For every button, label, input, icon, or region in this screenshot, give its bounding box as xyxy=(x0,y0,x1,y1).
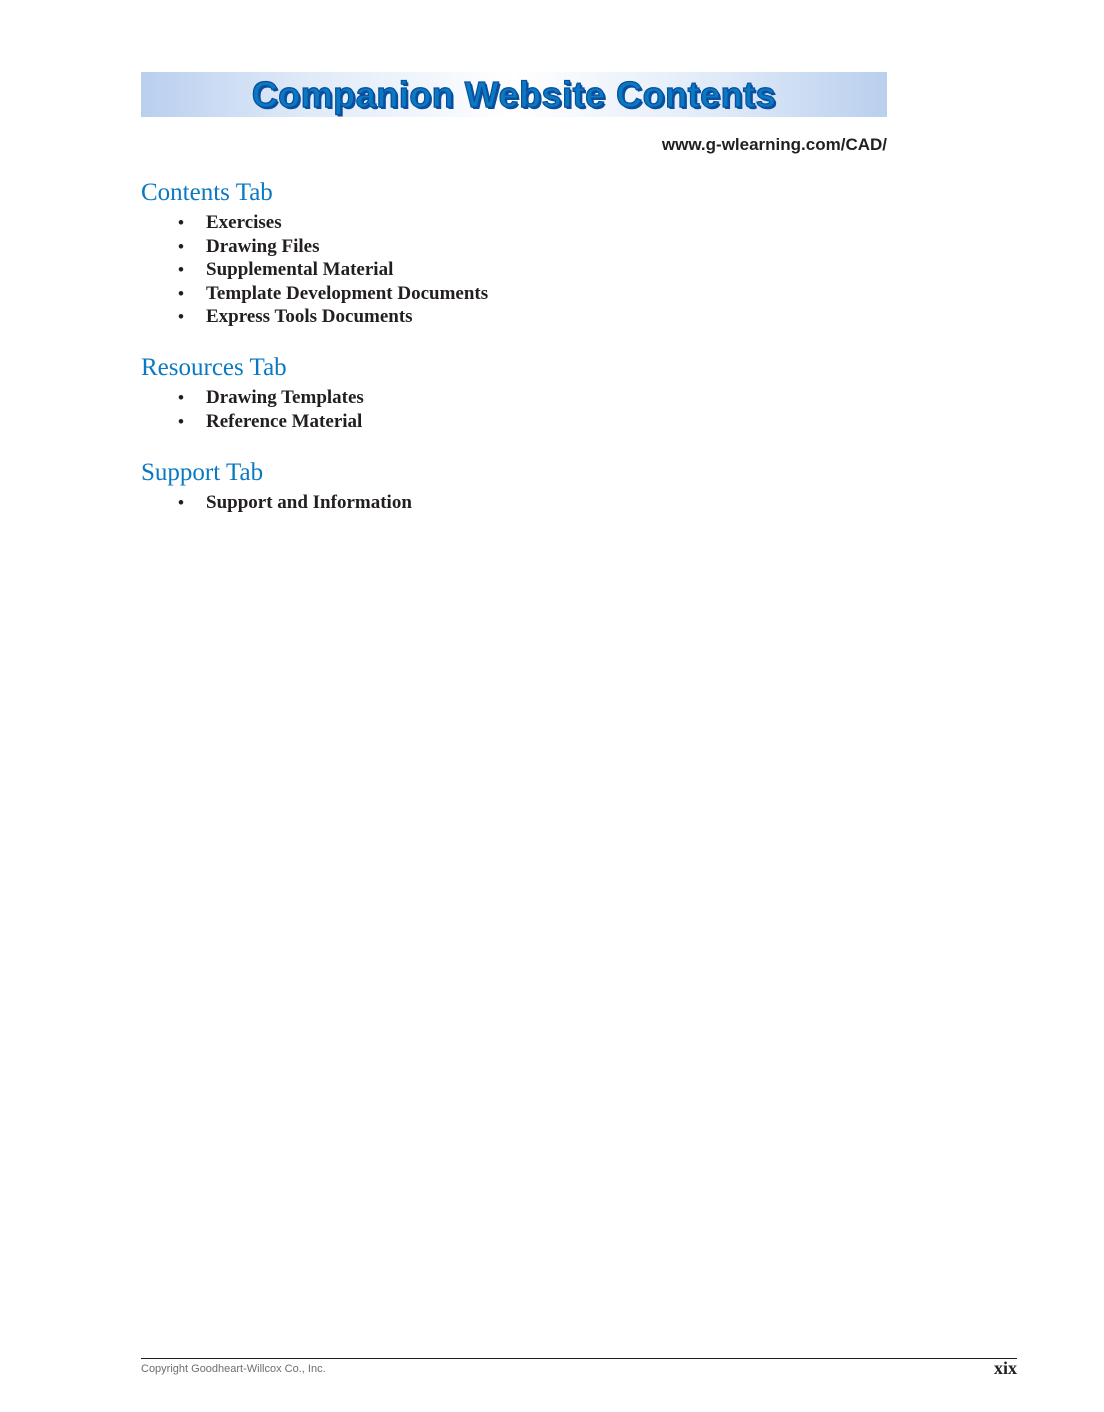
section-heading: Support Tab xyxy=(141,459,264,486)
list-item-label: Drawing Files xyxy=(206,235,320,257)
bullet-icon: • xyxy=(178,260,184,279)
bullet-icon: • xyxy=(178,388,184,407)
list-item-label: Drawing Templates xyxy=(206,387,364,408)
list-item xyxy=(178,258,488,282)
copyright-notice: Copyright Goodheart-Willcox Co., Inc. xyxy=(141,1363,326,1375)
website-url[interactable]: www.g-wlearning.com/CAD/ xyxy=(661,135,887,154)
list-item-label: Supplemental Material xyxy=(206,259,394,280)
list-item xyxy=(178,282,488,306)
list-item xyxy=(178,211,488,235)
title-banner xyxy=(141,72,887,117)
bullet-icon: • xyxy=(178,493,184,512)
list-item xyxy=(178,305,488,329)
bullet-icon: • xyxy=(178,236,184,256)
bullet-icon: • xyxy=(178,283,184,303)
bullet-icon: • xyxy=(178,307,184,326)
item-list xyxy=(141,491,412,515)
list-item-label: Express Tools Documents xyxy=(206,306,413,327)
item-list xyxy=(141,211,488,329)
list-item xyxy=(178,410,364,434)
list-item xyxy=(178,386,364,410)
list-item-label: Exercises xyxy=(206,212,282,233)
list-item xyxy=(178,235,488,259)
bullet-icon: • xyxy=(178,213,184,232)
section-heading: Resources Tab xyxy=(141,354,287,381)
list-item-label: Template Development Documents xyxy=(206,282,489,304)
list-item-label: Support and Information xyxy=(206,492,412,513)
list-item-label: Reference Material xyxy=(206,410,363,432)
page-title: Companion Website Contents xyxy=(251,74,777,115)
page-number: xix xyxy=(993,1358,1017,1378)
section-support-tab xyxy=(141,458,412,515)
footer-divider xyxy=(141,1358,1017,1359)
bullet-icon: • xyxy=(178,411,184,431)
list-item xyxy=(178,491,412,515)
section-resources-tab xyxy=(141,353,364,433)
section-contents-tab xyxy=(141,178,488,329)
section-heading: Contents Tab xyxy=(141,179,273,206)
item-list xyxy=(141,386,364,433)
